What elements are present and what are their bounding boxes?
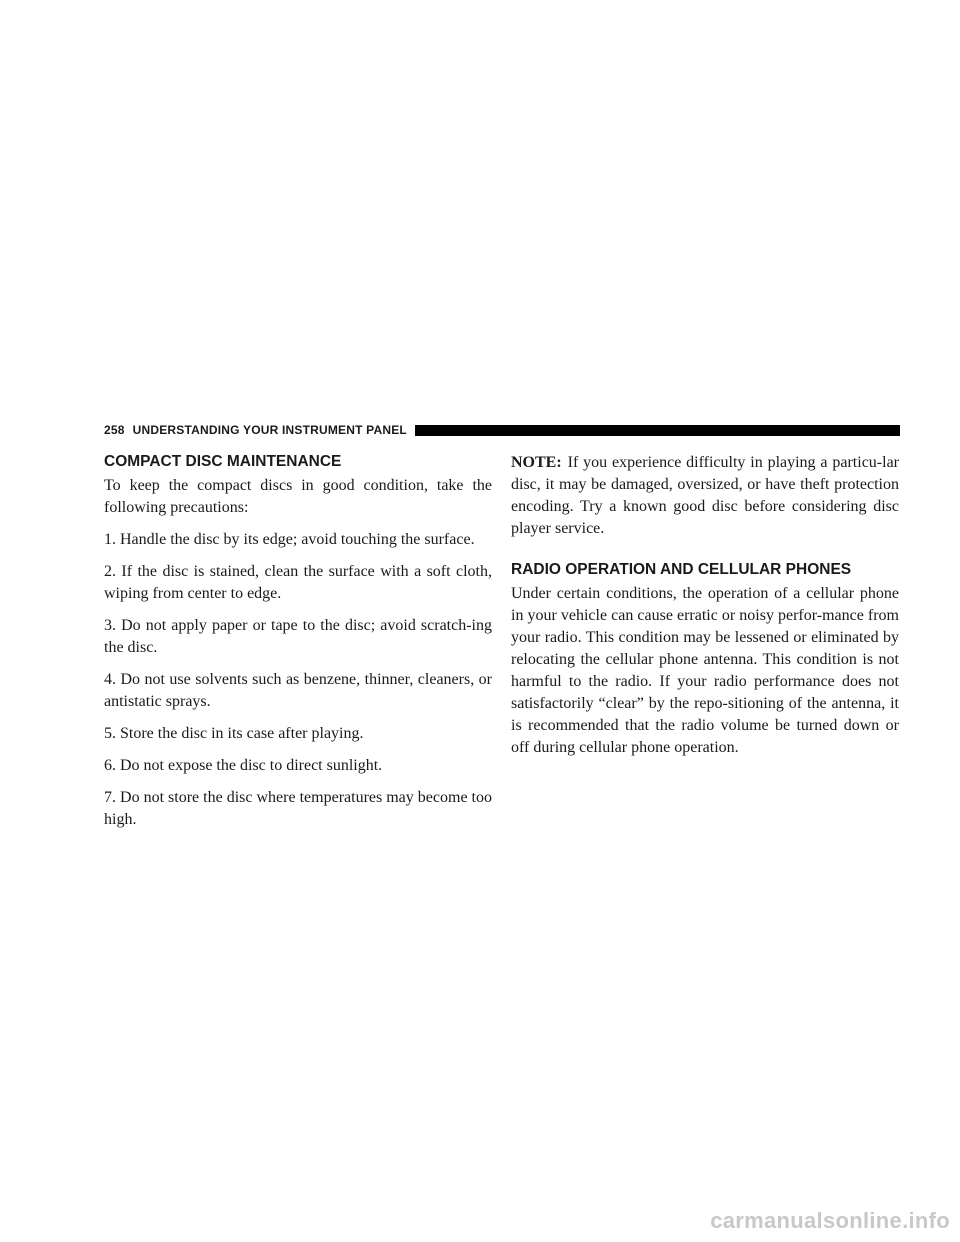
intro-paragraph: To keep the compact discs in good condition, take the following precautions: (104, 477, 492, 516)
list-item: 1. Handle the disc by its edge; avoid touching the surface. (104, 531, 475, 548)
list-item: 5. Store the disc in its case after playing. (104, 725, 364, 742)
list-item: 6. Do not expose the disc to direct sunlight. (104, 757, 383, 774)
list-item: 4. Do not use solvents such as benzene, thinner, cleaners, or antistatic sprays. (104, 671, 492, 710)
left-column (104, 452, 492, 841)
section-title: UNDERSTANDING YOUR INSTRUMENT PANEL (132, 423, 407, 437)
note-text: If you experience difficulty in playing a particu-lar disc, it may be damaged, oversized, or have theft protection encoding. Try a known good disc before considering disc player service. (511, 454, 899, 537)
radio-operation-paragraph: Under certain conditions, the operation of a cellular phone in your vehicle can cause erratic or noisy perfor-mance from your radio. This condition may be lessened or eliminated by relocating the cellular phone antenna. This condition is not harmful to the radio. If your radio performance does not satisfactorily “clear” by the repo-sitioning of the antenna, it is recommended that the radio volume be turned down or off during cellular phone operation. (511, 585, 899, 756)
page-number: 258 (104, 423, 125, 437)
radio-operation-heading: RADIO OPERATION AND CELLULAR PHONES (511, 561, 852, 578)
header-rule (415, 425, 900, 436)
right-column (511, 452, 899, 769)
note-label: NOTE: (511, 454, 562, 471)
note-paragraph (511, 452, 899, 540)
watermark: carmanualsonline.info (710, 1208, 950, 1233)
compact-disc-heading: COMPACT DISC MAINTENANCE (104, 453, 342, 470)
list-item: 3. Do not apply paper or tape to the disc; avoid scratch-ing the disc. (104, 617, 492, 656)
page-header (104, 423, 900, 437)
list-item: 7. Do not store the disc where temperatures may become too high. (104, 789, 492, 828)
list-item: 2. If the disc is stained, clean the surface with a soft cloth, wiping from center to edge. (104, 563, 492, 602)
